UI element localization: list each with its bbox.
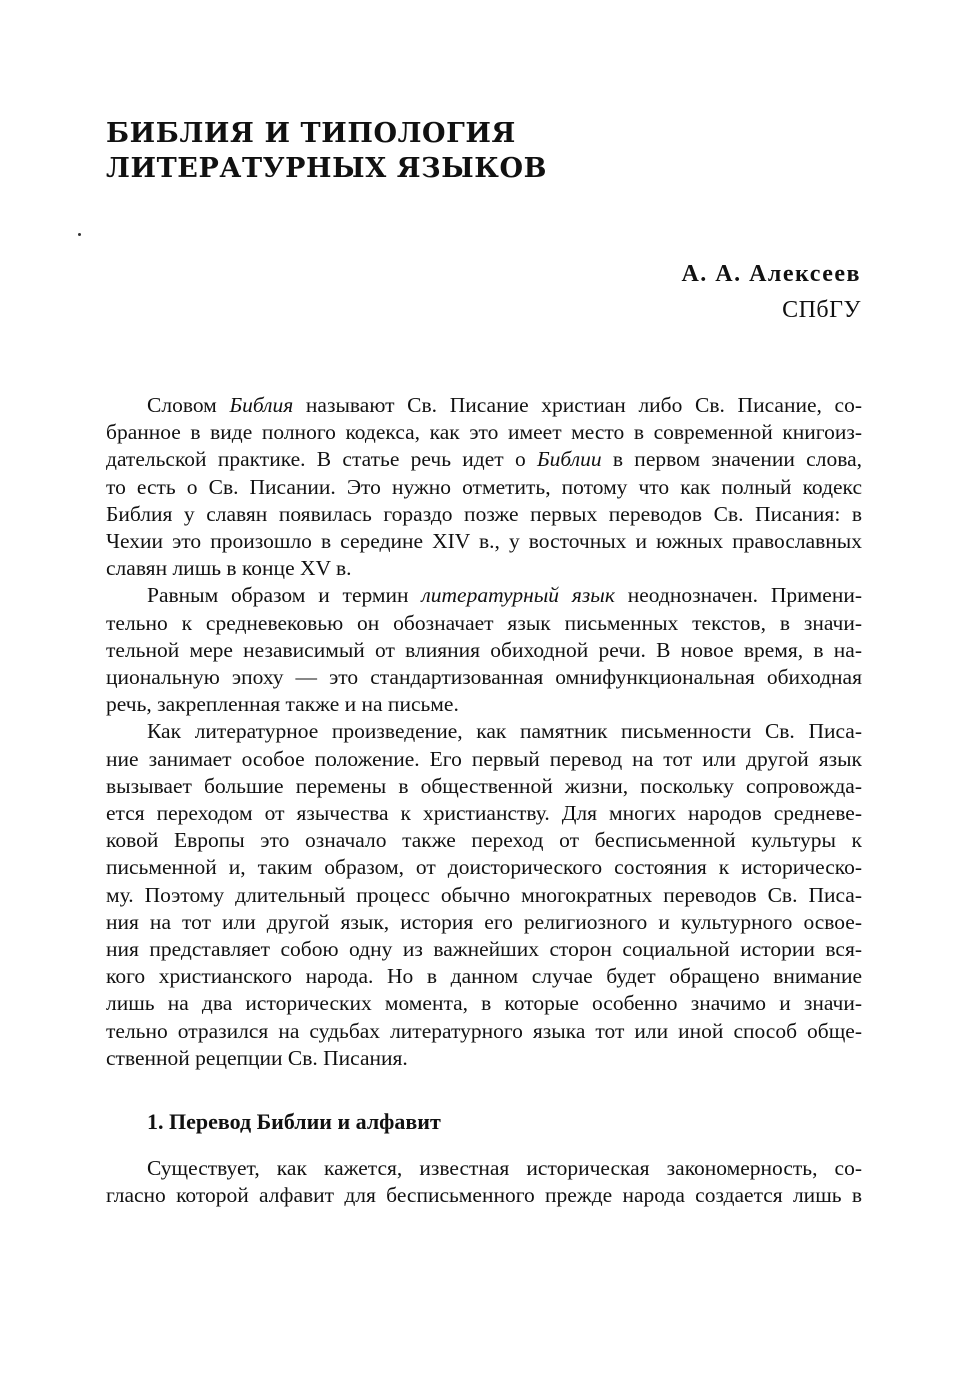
print-speck xyxy=(78,233,81,236)
paragraph-3-line: Как литературное произведение, как памятник письменности Св. Писа- xyxy=(147,719,862,744)
section-1-body xyxy=(106,1155,862,1209)
paragraph-3-line: ние занимает особое положение. Его первый перевод на тот или другой язык xyxy=(106,746,862,771)
author-name: А. А. Алексеев xyxy=(681,261,861,287)
title-line-2: ЛИТЕРАТУРНЫХ ЯЗЫКОВ xyxy=(106,153,547,184)
paragraph-3-line: ния на тот или другой язык, история его религиозного и культурного освое- xyxy=(106,909,862,934)
paragraph-1-line: дательской практике. В статье речь идет о Библии в первом значении слова, xyxy=(106,447,862,472)
emphasis-term: Библии xyxy=(537,447,602,472)
paragraph-3-line: письменной и, таким образом, от доисторического состояния к историческо- xyxy=(106,855,862,880)
paragraph-1-line: Словом Библия называют Св. Писание христиан либо Св. Писание, со- xyxy=(147,393,862,417)
paragraph-3-line: ственной рецепции Св. Писания. xyxy=(106,1045,408,1070)
paragraph-1-line: Библия у славян появилась гораздо позже первых переводов Св. Писания: в xyxy=(106,501,862,526)
paragraph-1-line: славян лишь в конце XV в. xyxy=(106,556,352,581)
paragraph-3-line: вызывает большие перемены в общественной жизни, поскольку сопровожда- xyxy=(106,773,862,798)
paragraph-1-line: то есть о Св. Писании. Это нужно отметить, потому что как полный кодекс xyxy=(106,474,862,499)
paragraph-3-line: кого христианского народа. Но в данном случае будет обращено внимание xyxy=(106,964,862,989)
paragraph-2-line: тельной мере независимый от влияния обиходной речи. В новое время, в на- xyxy=(106,637,862,662)
paragraph-3-line: му. Поэтому длительный процесс обычно многократных переводов Св. Писа- xyxy=(106,882,862,907)
paragraph-2-line: Равным образом и термин литературный язык неоднозначен. Примени- xyxy=(147,583,862,608)
author-block xyxy=(681,256,861,328)
section-1-line: Существует, как кажется, известная историческая закономерность, со- xyxy=(147,1156,862,1180)
paragraph-1-line: Чехии это произошло в середине XIV в., у восточных и южных православных xyxy=(106,529,862,554)
paragraph-3-line: тельно отразился на судьбах литературного языка тот или иной способ обще- xyxy=(106,1018,862,1043)
article-body xyxy=(106,392,862,1072)
emphasis-term: Библия xyxy=(229,393,294,417)
section-heading: 1. Перевод Библии и алфавит xyxy=(147,1109,441,1134)
paragraph-2-line: циональную эпоху — это стандартизованная омнифункциональная обиходная xyxy=(106,665,862,690)
paragraph-3-line: ния представляет собою одну из важнейших сторон социальной истории вся- xyxy=(106,937,862,962)
title-line-1: БИБЛИЯ И ТИПОЛОГИЯ xyxy=(106,118,516,149)
paragraph-2-line: речь, закрепленная также и на письме. xyxy=(106,692,459,717)
author-affiliation: СПбГУ xyxy=(782,297,861,323)
paragraph-1-line: бранное в виде полного кодекса, как это имеет место в современной книгоиз- xyxy=(106,420,862,445)
paragraph-2-line: тельно к средневековью он обозначает язык письменных текстов, в значи- xyxy=(106,610,862,635)
paragraph-3-line: ковой Европы это означало также переход от бесписьменной культуры к xyxy=(106,828,862,853)
section-1-line: гласно которой алфавит для бесписьменного прежде народа создается лишь в xyxy=(106,1183,862,1208)
article-title xyxy=(106,116,806,186)
emphasis-term: литературный язык xyxy=(421,583,615,608)
paragraph-3-line: лишь на два исторических момента, в которые особенно значимо и значи- xyxy=(106,991,862,1016)
paragraph-3-line: ется переходом от язычества к христианству. Для многих народов средневе- xyxy=(106,801,862,826)
